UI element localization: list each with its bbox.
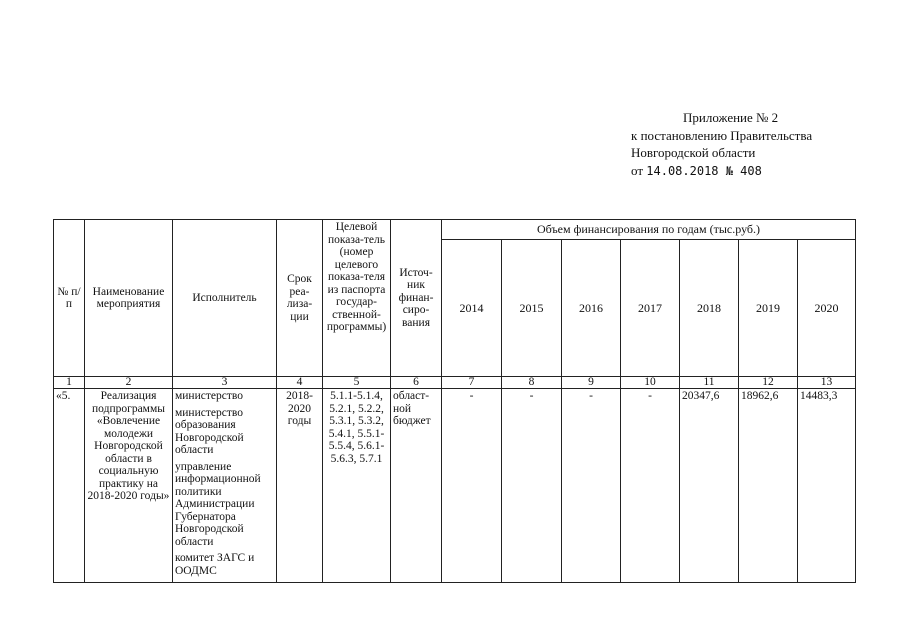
row-value-2020: 14483,3 <box>798 389 856 583</box>
annex-region-line: Новгородской области <box>631 145 756 160</box>
column-number: 1 <box>54 377 85 389</box>
header-year: 2016 <box>562 240 621 377</box>
row-indicators: 5.1.1-5.1.4, 5.2.1, 5.2.2, 5.3.1, 5.3.2, 5.4.1, 5.5.1-5.5.4, 5.6.1-5.6.3, 5.7.1 <box>323 389 391 583</box>
header-term: Срок реа-лиза-ции <box>277 220 323 377</box>
header-name: Наименование мероприятия <box>85 220 173 377</box>
header-year: 2018 <box>680 240 739 377</box>
row-term: 2018-2020 годы <box>277 389 323 583</box>
header-year: 2015 <box>502 240 562 377</box>
table-row <box>54 389 856 583</box>
column-number: 4 <box>277 377 323 389</box>
column-number: 8 <box>502 377 562 389</box>
header-year: 2019 <box>739 240 798 377</box>
column-number: 10 <box>621 377 680 389</box>
row-value-2015: - <box>502 389 562 583</box>
header-year: 2020 <box>798 240 856 377</box>
column-number: 9 <box>562 377 621 389</box>
column-number: 7 <box>442 377 502 389</box>
header-source: Источ-ник финан-сиро-вания <box>391 220 442 377</box>
executor-item: министерство образования Новгородской области <box>175 406 244 456</box>
executor-item: комитет ЗАГС и ООДМС <box>175 552 255 577</box>
header-indicator: Целевой показа-тель (номер целевого показа-теля из паспорта государ-ственной-программы) <box>323 220 391 377</box>
column-number: 12 <box>739 377 798 389</box>
header-executor: Исполнитель <box>173 220 277 377</box>
column-number: 13 <box>798 377 856 389</box>
annex-date-prefix: от <box>631 162 644 178</box>
annex-date-line <box>631 162 812 181</box>
row-name: Реализация подпрограммы «Вовлечение молодежи Новгородской области в социальную практику на 2018-2020 годы» <box>85 389 173 583</box>
executor-item: министерство <box>175 390 243 402</box>
row-value-2016: - <box>562 389 621 583</box>
row-source: област-ной бюджет <box>391 389 442 583</box>
annex-resolution-line: к постановлению Правительства <box>631 127 813 143</box>
annex-date-value: 14.08.2018 № 408 <box>646 163 762 178</box>
header-year: 2017 <box>621 240 680 377</box>
executor-item: управление информационной политики Администрации Губернатора Новгородской области <box>175 460 261 548</box>
column-number: 3 <box>173 377 277 389</box>
header-num: № п/п <box>54 220 85 377</box>
column-number: 11 <box>680 377 739 389</box>
annex-title: Приложение № 2 <box>683 110 779 125</box>
row-executors <box>173 389 277 583</box>
header-volume: Объем финансирования по годам (тыс.руб.) <box>442 220 856 240</box>
row-value-2014: - <box>442 389 502 583</box>
column-number: 6 <box>391 377 442 389</box>
header-row-1 <box>54 220 856 240</box>
row-number: «5. <box>54 389 85 583</box>
column-number-row <box>54 377 856 389</box>
annex-heading <box>631 109 812 180</box>
header-year: 2014 <box>442 240 502 377</box>
funding-table <box>53 219 856 583</box>
row-value-2017: - <box>621 389 680 583</box>
column-number: 2 <box>85 377 173 389</box>
row-value-2019: 18962,6 <box>739 389 798 583</box>
row-value-2018: 20347,6 <box>680 389 739 583</box>
column-number: 5 <box>323 377 391 389</box>
